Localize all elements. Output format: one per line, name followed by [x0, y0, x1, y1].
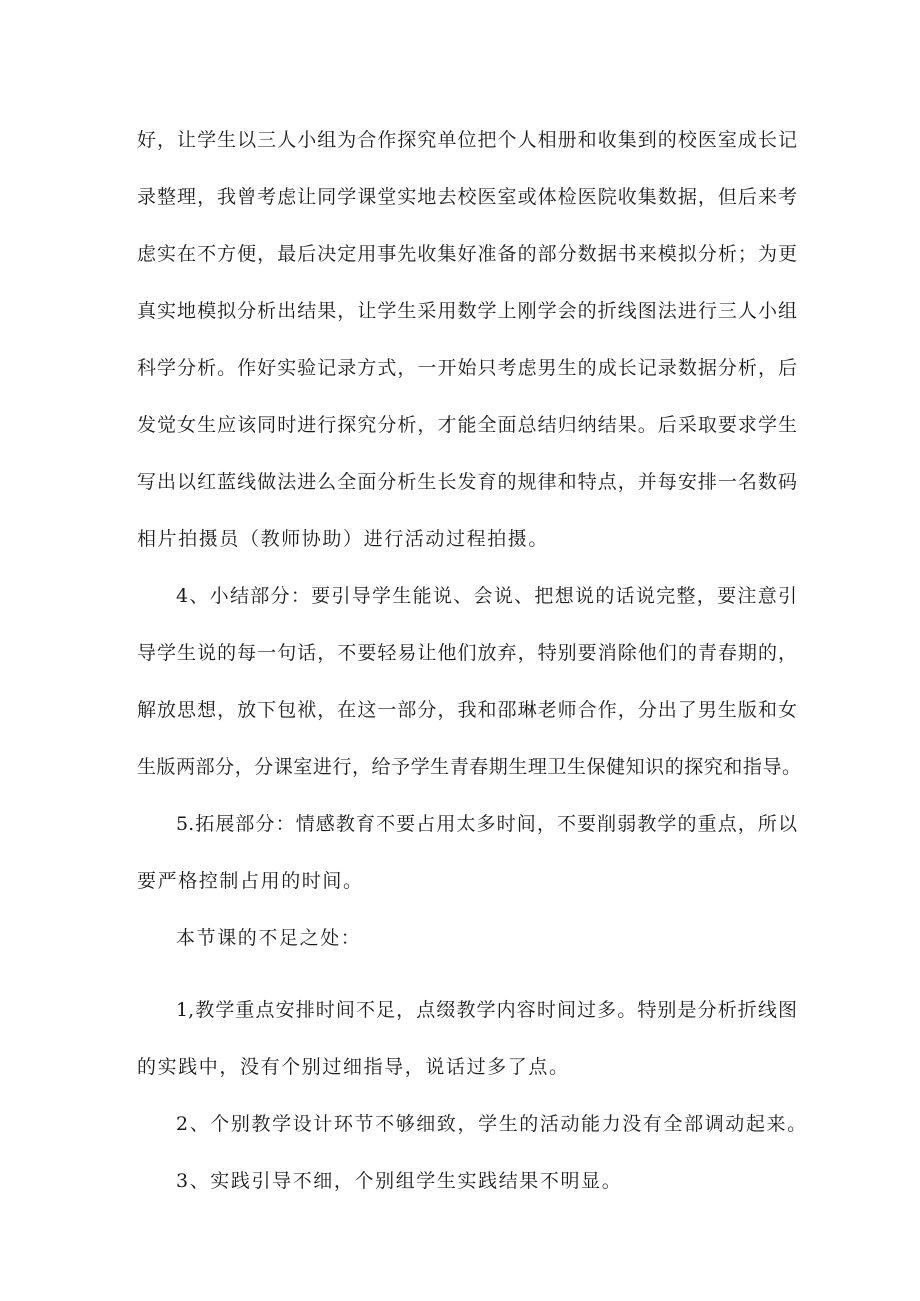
- paragraph-line: 好，让学生以三人小组为合作探究单位把个人相册和收集到的校医室成长记: [137, 129, 797, 151]
- paragraph-line: 真实地模拟分析出结果，让学生采用数学上刚学会的折线图法进行三人小组: [137, 300, 797, 322]
- paragraph-line: 要严格控制占用的时间。: [137, 870, 364, 892]
- list-item: 3、实践引导不细，个别组学生实践结果不明显。: [176, 1170, 623, 1192]
- paragraph-line: 虑实在不方便，最后决定用事先收集好准备的部分数据书来模拟分析；为更: [137, 243, 797, 265]
- paragraph-line: 科学分析。作好实验记录方式，一开始只考虑男生的成长记录数据分析，后: [137, 357, 797, 379]
- list-item: 1,教学重点安排时间不足，点缀教学内容时间过多。特别是分析折线图: [176, 999, 797, 1021]
- paragraph-line: 4、小结部分：要引导学生能说、会说、把想说的话说完整，要注意引: [176, 585, 797, 607]
- paragraph-line: 解放思想，放下包袱，在这一部分，我和邵琳老师合作，分出了男生版和女: [137, 699, 797, 721]
- list-item: 2、个别教学设计环节不够细致，学生的活动能力没有全部调动起来。: [176, 1113, 808, 1135]
- paragraph-line: 写出以红蓝线做法进么全面分析生长发育的规律和特点，并每安排一名数码: [137, 471, 797, 493]
- section-heading: 本节课的不足之处：: [176, 927, 362, 949]
- paragraph-line: 发觉女生应该同时进行探究分析，才能全面总结归纳结果。后采取要求学生: [137, 414, 797, 436]
- paragraph-line: 导学生说的每一句话，不要轻易让他们放弃，特别要消除他们的青春期的，: [137, 642, 797, 664]
- list-item-continuation: 的实践中，没有个别过细指导，说话过多了点。: [137, 1056, 570, 1078]
- paragraph-line: 相片拍摄员（教师协助）进行活动过程拍摄。: [137, 528, 550, 550]
- paragraph-line: 录整理，我曾考虑让同学课堂实地去校医室或体检医院收集数据，但后来考: [137, 186, 797, 208]
- paragraph-line: 生版两部分，分课室进行，给予学生青春期生理卫生保健知识的探究和指导。: [137, 756, 801, 778]
- paragraph-line: 5.拓展部分：情感教育不要占用太多时间，不要削弱教学的重点，所以: [176, 813, 797, 835]
